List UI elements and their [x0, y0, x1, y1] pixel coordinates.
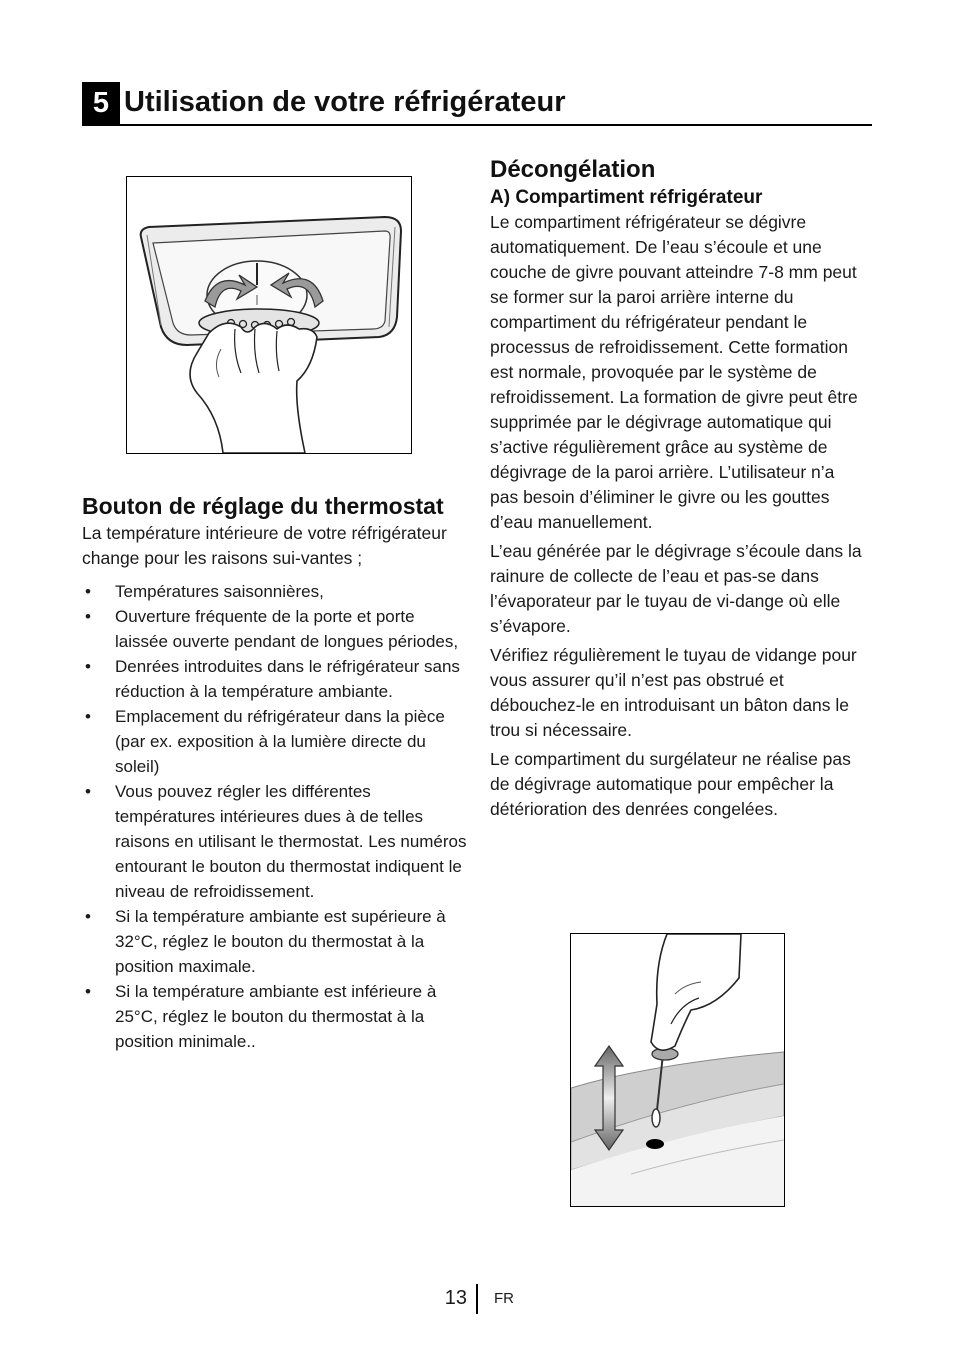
thermostat-intro: La température intérieure de votre réfrigérateur change pour les raisons sui-vantes ; — [82, 523, 447, 568]
list-item: • Si la température ambiante est inférieure à 25°C, réglez le bouton du thermostat à la position minimale.. — [82, 979, 467, 1054]
defrost-heading: Décongélation — [490, 156, 656, 183]
list-item: • Emplacement du réfrigérateur dans la pièce (par ex. exposition à la lumière directe du soleil) — [82, 704, 467, 779]
language-code: FR — [494, 1290, 514, 1307]
page-number: 13 — [444, 1287, 467, 1309]
thermostat-knob-illustration — [126, 176, 412, 454]
thermostat-bullet-list — [82, 579, 467, 1054]
list-item: • Denrées introduites dans le réfrigérateur sans réduction à la température ambiante. — [82, 654, 467, 704]
thermostat-section — [82, 494, 467, 1054]
list-item: • Vous pouvez régler les différentes températures intérieures dues à de telles raisons en utilisant le thermostat. Les numéros entourant le bouton du thermostat indiquent le niveau de refroidissement. — [82, 779, 467, 904]
list-item: • Ouverture fréquente de la porte et porte laissée ouverte pendant de longues périodes, — [82, 604, 467, 654]
defrost-paragraph: Vérifiez régulièrement le tuyau de vidange pour vous assurer qu’il n’est pas obstrué et débouchez-le en introduisant un bâton dans le trou si nécessaire. — [490, 645, 857, 740]
chapter-title: Utilisation de votre réfrigérateur — [124, 86, 566, 118]
drain-hole-cleaning-illustration — [570, 933, 785, 1207]
list-item: • Températures saisonnières, — [82, 579, 467, 604]
defrost-paragraph: Le compartiment réfrigérateur se dégivre automatiquement. De l’eau s’écoule et une couche de givre pouvant atteindre 7-8 mm peut se former sur la paroi arrière interne du compartiment du réfrigérateur pendant le processus de refroidissement. Cette formation est normale, provoquée par le système de refroidissement. La formation de givre peut être supprimée par le dégivrage automatique qui s’active régulièrement grâce au système de dégivrage de la paroi arrière. L’utilisateur n’a pas besoin d’éliminer le givre ou les gouttes d’eau manuellement. — [490, 212, 858, 532]
defrost-paragraph: Le compartiment du surgélateur ne réalise pas de dégivrage automatique pour empêcher la détérioration des denrées congelées. — [490, 749, 851, 819]
thermostat-heading: Bouton de réglage du thermostat — [82, 493, 444, 519]
chapter-number-badge: 5 — [82, 82, 120, 124]
defrost-paragraph: L’eau générée par le dégivrage s’écoule dans la rainure de collecte de l’eau et pas-se dans l’évaporateur par le tuyau de vi-dange où elle s’évapore. — [490, 541, 862, 636]
footer-divider — [476, 1284, 478, 1314]
chapter-header — [82, 82, 872, 126]
list-item: • Si la température ambiante est supérieure à 32°C, réglez le bouton du thermostat à la position maximale. — [82, 904, 467, 979]
defrost-subheading: A) Compartiment réfrigérateur — [490, 187, 763, 208]
defrost-section — [490, 155, 866, 822]
